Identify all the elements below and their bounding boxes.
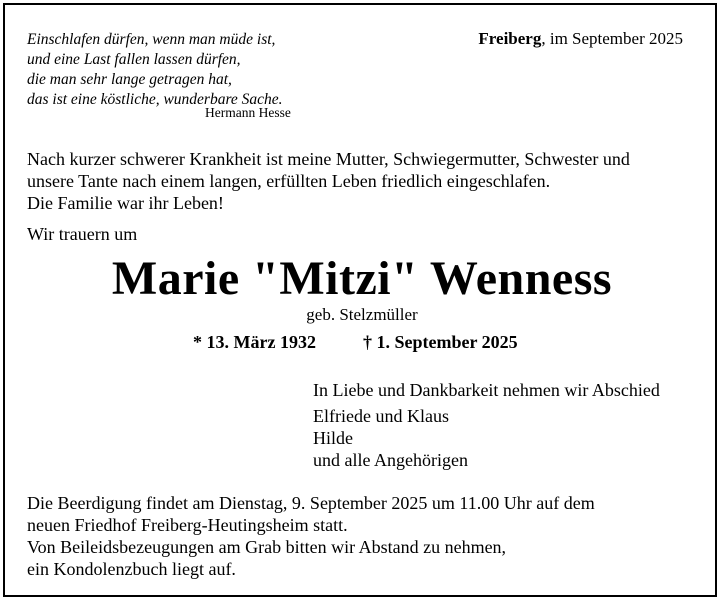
poem-line: die man sehr lange getragen hat, [27, 71, 232, 88]
intro-line: Nach kurzer schwerer Krankheit ist meine Mutter, Schwiegermutter, Schwester und [27, 149, 630, 169]
signatory: Hilde [313, 428, 353, 448]
intro-text [27, 148, 630, 214]
mourn-text: Wir trauern um [27, 224, 138, 244]
birth-date: * 13. März 1932 [193, 332, 316, 352]
poem-line: das ist eine köstliche, wunderbare Sache. [27, 91, 283, 108]
death-date: † 1. September 2025 [363, 332, 518, 352]
obituary-notice [3, 3, 717, 597]
maiden-name: geb. Stelzmüller [306, 305, 418, 324]
funeral-line: neuen Friedhof Freiberg-Heutingsheim statt. [27, 515, 348, 535]
funeral-line: Von Beileidsbezeugungen am Grab bitten wir Abstand zu nehmen, [27, 537, 507, 557]
intro-line: unsere Tante nach einem langen, erfüllten Leben friedlich eingeschlafen. [27, 171, 551, 191]
poem [27, 30, 283, 110]
poem-line: und eine Last fallen lassen dürfen, [27, 51, 241, 68]
date-text: , im September 2025 [541, 29, 683, 48]
farewell-block [313, 379, 660, 471]
funeral-line: Die Beerdigung findet am Dienstag, 9. September 2025 um 11.00 Uhr auf dem [27, 493, 595, 513]
deceased-name: Marie "Mitzi" Wenness [111, 252, 613, 305]
poem-line: Einschlafen dürfen, wenn man müde ist, [27, 31, 276, 48]
signatory: und alle Angehörigen [313, 450, 468, 470]
intro-line: Die Familie war ihr Leben! [27, 193, 224, 213]
signatory: Elfriede und Klaus [313, 406, 449, 426]
place-name: Freiberg [478, 29, 542, 48]
place-date [478, 29, 683, 49]
funeral-line: ein Kondolenzbuch liegt auf. [27, 559, 236, 579]
farewell-heading: In Liebe und Dankbarkeit nehmen wir Abschied [313, 380, 660, 400]
funeral-info [27, 492, 595, 580]
poem-author: Hermann Hesse [205, 105, 291, 120]
